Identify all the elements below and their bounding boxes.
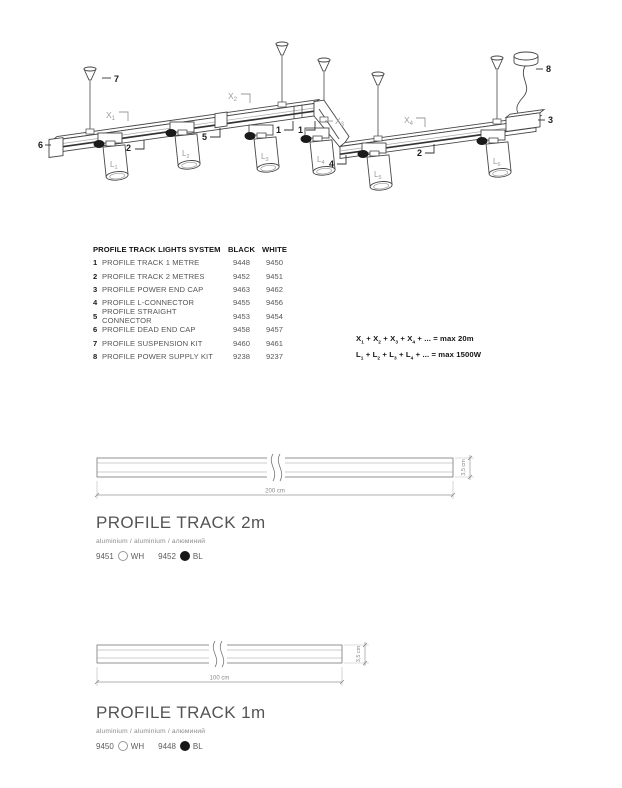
table-row: 4 PROFILE L-CONNECTOR 9455 9456 bbox=[93, 298, 283, 308]
table-row: 2 PROFILE TRACK 2 METRES 9452 9451 bbox=[93, 271, 283, 281]
part-callout-number: 8 bbox=[546, 64, 552, 74]
lamp-label: $L_5$ bbox=[374, 170, 382, 181]
part-callout-number: 7 bbox=[114, 74, 120, 84]
segment-length-label bbox=[106, 110, 128, 122]
formula-line: $X_1 + X_2 + X_3 + X_4$ + ... = max 20m bbox=[356, 334, 474, 346]
part-callout-number: 1 bbox=[276, 125, 282, 135]
svg-text:X4: $X_4$ bbox=[404, 115, 414, 127]
profile-track-2m-drawing bbox=[85, 445, 505, 507]
parts-table-rows bbox=[93, 256, 293, 363]
color-swatch-black bbox=[180, 551, 190, 561]
product-variants-2m bbox=[96, 551, 266, 561]
part-callout-number: 2 bbox=[417, 148, 423, 158]
power-end-cap bbox=[506, 110, 544, 132]
part-callout-number: 3 bbox=[548, 115, 554, 125]
lamp-label: $L_4$ bbox=[317, 155, 325, 166]
part-callout bbox=[102, 74, 119, 84]
variant-label: BL bbox=[192, 551, 203, 561]
part-callout-number: 6 bbox=[38, 140, 44, 150]
column-black: BLACK bbox=[227, 245, 256, 254]
length-dimension bbox=[95, 667, 344, 686]
part-callout-number: 5 bbox=[202, 132, 208, 142]
height-dimension bbox=[344, 642, 369, 666]
lamp-label: $L_2$ bbox=[182, 149, 190, 160]
table-row: 7 PROFILE SUSPENSION KIT 9460 9461 bbox=[93, 338, 283, 348]
product-materials-2m: aluminium / aluminium / алюминий bbox=[96, 538, 206, 545]
product-block-1m bbox=[96, 703, 266, 751]
height-dimension-label: 3,5 cm bbox=[461, 459, 467, 476]
lamp-label: $L_1$ bbox=[110, 160, 118, 171]
max-load-formulas bbox=[356, 334, 481, 366]
variant-label: WH bbox=[130, 551, 145, 561]
color-swatch-white bbox=[118, 741, 128, 751]
part-callout-number: 4 bbox=[329, 159, 335, 169]
svg-text:X3: $X_3$ bbox=[335, 116, 345, 128]
table-row: 1 PROFILE TRACK 1 METRE 9448 9450 bbox=[93, 258, 283, 268]
lamp-label: $L_6$ bbox=[493, 157, 501, 168]
variant-label: WH bbox=[130, 741, 145, 751]
variant-label: BL bbox=[192, 741, 203, 751]
parts-table bbox=[93, 243, 293, 363]
product-variants-1m bbox=[96, 741, 266, 751]
variant-code: 9448 bbox=[158, 741, 176, 751]
variant-code: 9451 bbox=[96, 551, 114, 561]
part-callout-number: 1 bbox=[298, 125, 304, 135]
table-row: 6 PROFILE DEAD END CAP 9458 9457 bbox=[93, 325, 283, 335]
suspension-kit-cone bbox=[318, 58, 330, 71]
height-dimension-label: 3,5 cm bbox=[356, 645, 362, 663]
part-callout bbox=[276, 121, 293, 135]
table-row: 8 PROFILE POWER SUPPLY KIT 9238 9237 bbox=[93, 351, 283, 361]
suspension-kit-cone bbox=[276, 42, 288, 55]
length-dimension-label: 100 cm bbox=[209, 675, 230, 682]
profile-bar bbox=[97, 641, 342, 667]
product-title-1m: PROFILE TRACK 1m bbox=[96, 703, 266, 722]
segment-length-label bbox=[228, 91, 250, 103]
profile-bar bbox=[97, 454, 453, 481]
spotlight bbox=[245, 125, 280, 173]
segment-length-label bbox=[404, 115, 425, 127]
length-dimension-label: 200 cm bbox=[265, 488, 285, 495]
table-title: PROFILE TRACK LIGHTS SYSTEM bbox=[93, 245, 221, 254]
variant-code: 9450 bbox=[96, 741, 114, 751]
dead-end-cap bbox=[49, 138, 63, 158]
column-white: WHITE bbox=[262, 245, 287, 254]
product-materials-1m: aluminium / aluminium / алюминий bbox=[96, 728, 206, 735]
formula-line: $L_1 + L_2 + L_3 + L_4$ + ... = max 1500W bbox=[356, 350, 482, 362]
color-swatch-white bbox=[118, 551, 128, 561]
profile-track-1m-drawing bbox=[85, 638, 395, 700]
table-row: 5 PROFILE STRAIGHT CONNECTOR 9453 9454 bbox=[93, 307, 283, 326]
power-supply-canopy bbox=[514, 52, 538, 66]
table-row: 3 PROFILE POWER END CAP 9463 9462 bbox=[93, 284, 283, 294]
part-callout-number: 2 bbox=[126, 143, 132, 153]
suspension-kit-cone bbox=[84, 67, 96, 80]
length-dimension bbox=[95, 481, 455, 499]
product-title-2m: PROFILE TRACK 2m bbox=[96, 513, 266, 532]
variant-code: 9452 bbox=[158, 551, 176, 561]
height-dimension bbox=[455, 455, 474, 480]
color-swatch-black bbox=[180, 741, 190, 751]
svg-text:X2: $X_2$ bbox=[228, 91, 238, 103]
suspension-kit-cone bbox=[372, 72, 384, 85]
suspension-kit-cone bbox=[491, 56, 503, 69]
spotlight bbox=[477, 130, 512, 178]
product-block-2m bbox=[96, 513, 266, 561]
parts-table-header bbox=[93, 243, 293, 256]
svg-text:X1: $X_1$ bbox=[106, 110, 116, 122]
track-system-diagram bbox=[0, 0, 622, 218]
part-callout bbox=[536, 64, 551, 74]
lamp-label: $L_3$ bbox=[261, 152, 269, 163]
